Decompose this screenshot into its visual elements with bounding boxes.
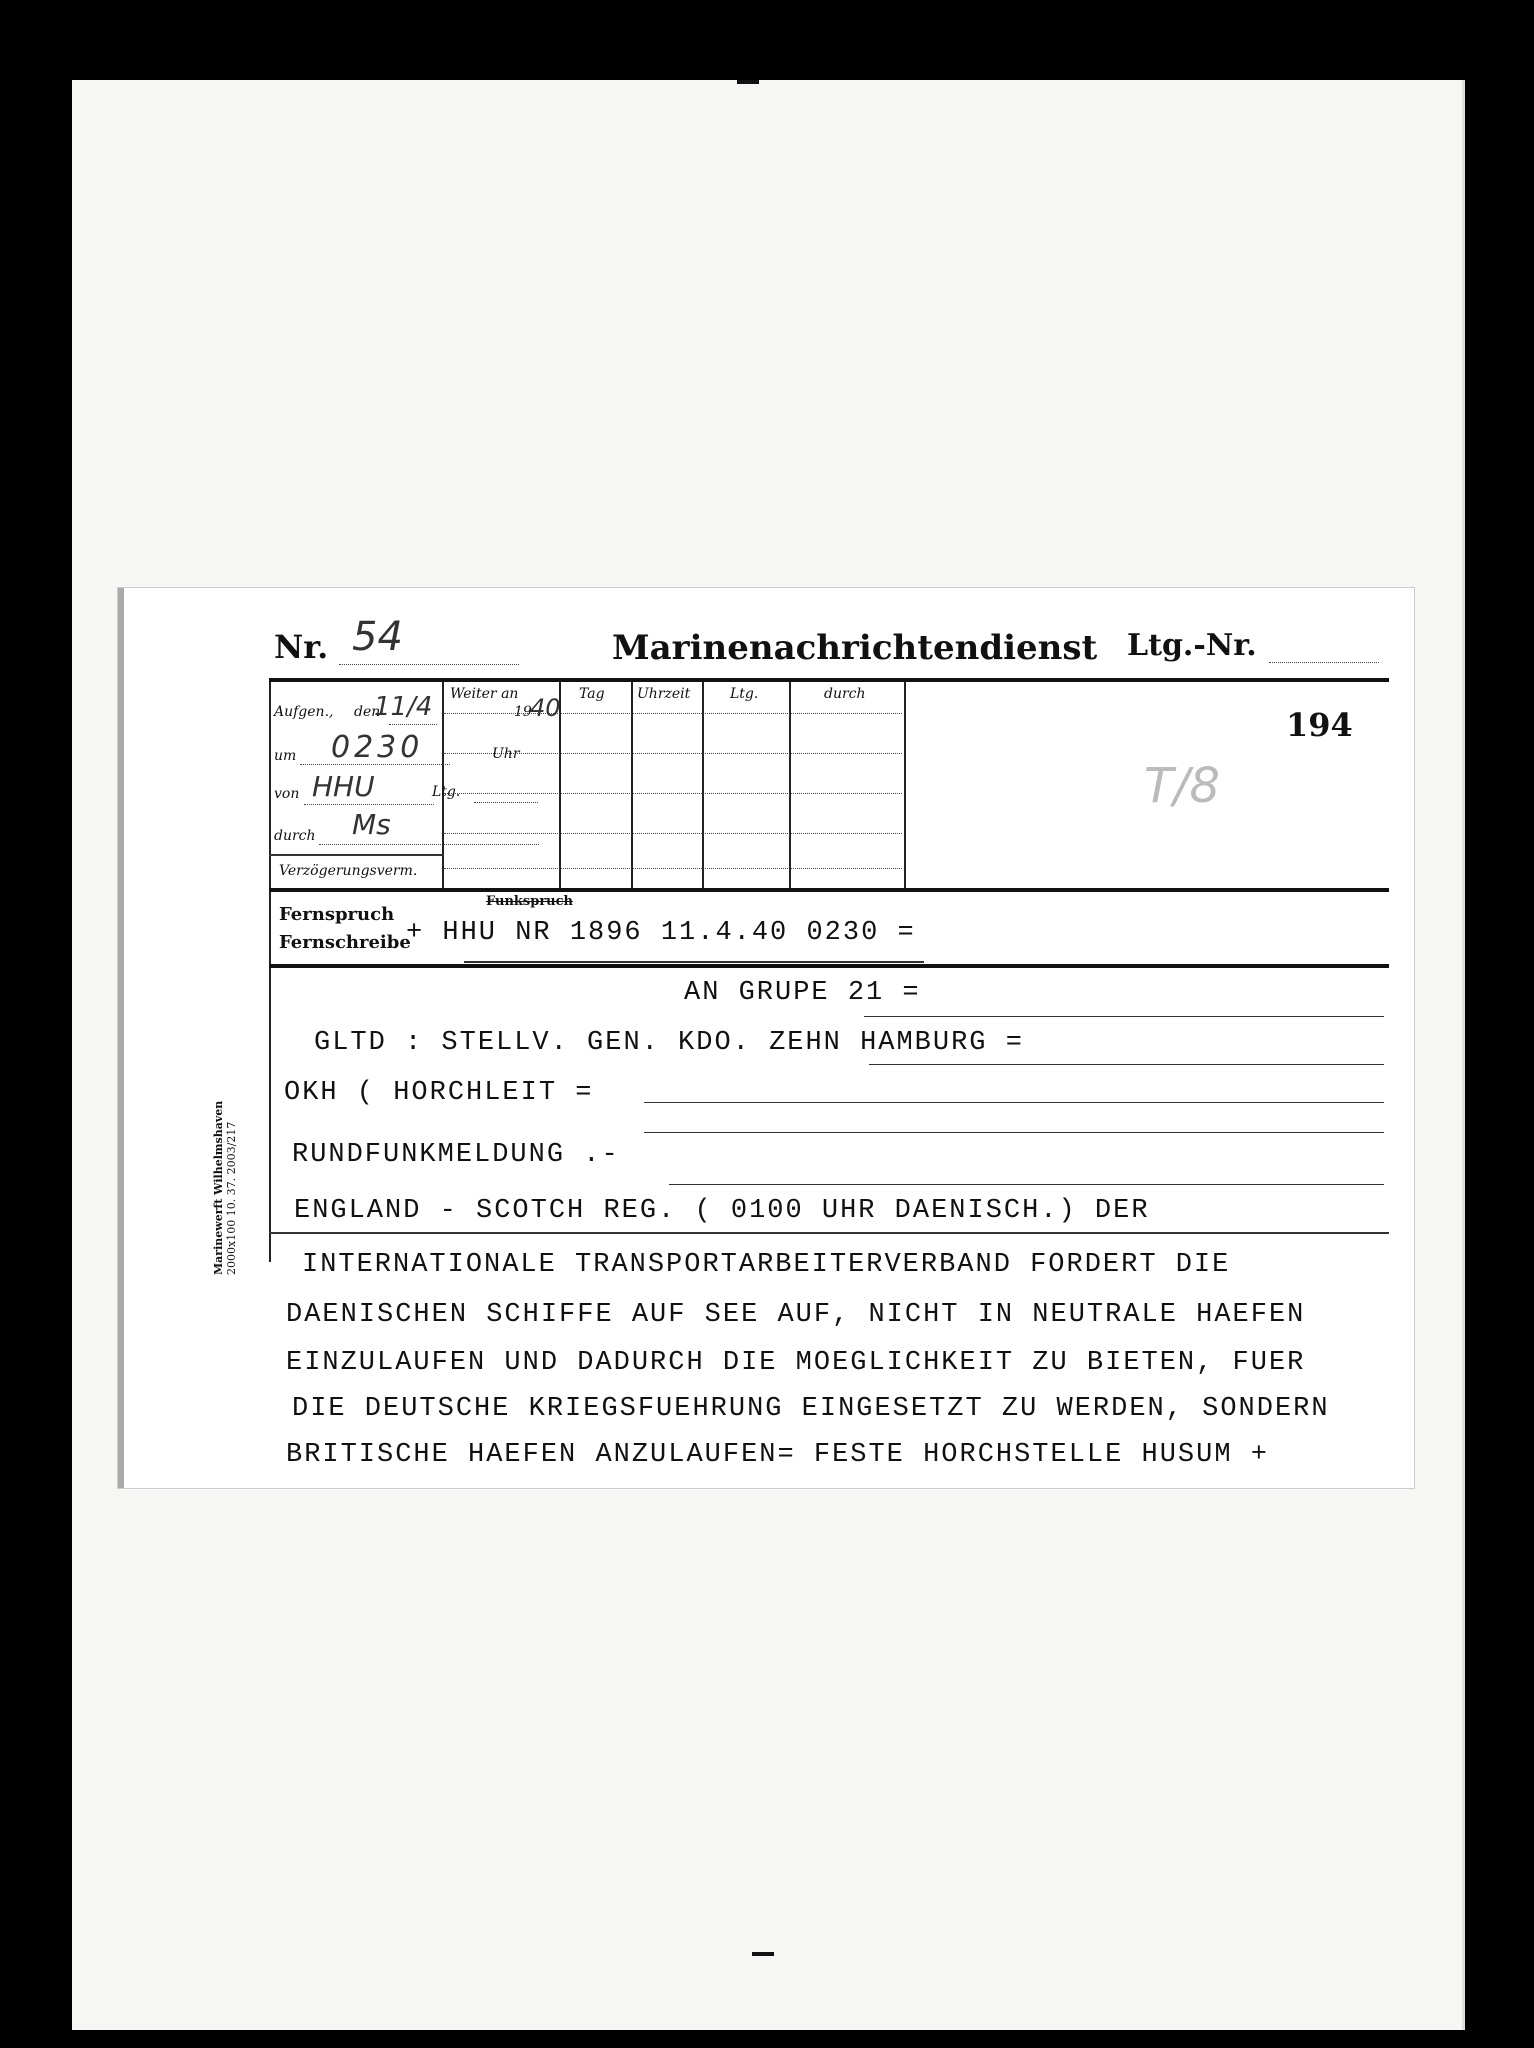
message-line-2: GLTD : STELLV. GEN. KDO. ZEHN HAMBURG = <box>314 1028 1024 1058</box>
den-label: den <box>354 704 381 720</box>
message-line-1: AN GRUPE 21 = <box>684 978 921 1008</box>
message-line-6: INTERNATIONALE TRANSPORTARBEITERVERBAND FORDERT DIE <box>302 1250 1231 1280</box>
verzoegerung-label: Verzögerungsverm. <box>279 863 418 879</box>
side-imprint-line-1: Marinewerft Wilhelmshaven <box>212 1100 225 1275</box>
ltg-nr-dotted-line <box>1269 662 1379 663</box>
message-top-rule <box>269 964 1389 968</box>
um-label: um <box>274 748 297 764</box>
date-value: 11/4 <box>374 692 433 722</box>
message-heading: + HHU NR 1896 11.4.40 0230 = <box>406 918 916 948</box>
column-header-tag: Tag <box>579 686 605 702</box>
top-scan-mark <box>737 80 759 84</box>
grid-row-line-4 <box>444 833 902 834</box>
year-value: 40 <box>530 694 561 722</box>
message-line-4: RUNDFUNKMELDUNG .- <box>292 1140 620 1170</box>
message-line-5: ENGLAND - SCOTCH REG. ( 0100 UHR DAENISCH.) DER <box>294 1196 1150 1226</box>
verzoegerung-rule <box>269 854 444 856</box>
funkspruch-label: Funkspruch <box>486 894 573 909</box>
heading-underline <box>464 961 924 963</box>
grid-row-line-3 <box>444 793 902 794</box>
col-border-right <box>904 682 906 888</box>
right-number: 194 <box>1286 706 1353 744</box>
column-header-uhrzeit: Uhrzeit <box>637 686 691 702</box>
message-rule-1 <box>864 1016 1384 1017</box>
von-value: HHU <box>312 770 375 803</box>
grid-row-line-1 <box>444 713 902 714</box>
durch-dotted-line <box>319 844 539 845</box>
column-header-weiter-an: Weiter an <box>450 686 519 702</box>
von-dotted-line <box>304 804 434 805</box>
message-rule-3a <box>644 1102 1384 1103</box>
aufgen-label: Aufgen., <box>274 704 334 720</box>
column-header-ltg: Ltg. <box>730 686 759 702</box>
durch-label: durch <box>274 828 316 844</box>
nr-dotted-line <box>339 664 519 665</box>
message-rule-2 <box>869 1064 1384 1065</box>
left-outer-border <box>269 682 271 1262</box>
message-line-10: BRITISCHE HAEFEN ANZULAUFEN= FESTE HORCHSTELLE HUSUM + <box>286 1440 1269 1470</box>
von-label: von <box>274 786 300 802</box>
top-rule <box>269 678 1389 682</box>
middle-rule <box>269 888 1389 892</box>
message-rule-3b <box>644 1132 1384 1133</box>
nr-value: 54 <box>352 614 403 660</box>
message-line-3: OKH ( HORCHLEIT = <box>284 1078 594 1108</box>
um-dotted-line <box>300 764 450 765</box>
message-rule-4 <box>669 1184 1384 1185</box>
telegram-form <box>118 588 1414 1488</box>
right-annotation: T/8 <box>1144 758 1221 814</box>
side-imprint <box>212 1015 252 1275</box>
ltg-nr-label: Ltg.-Nr. <box>1127 628 1257 663</box>
message-line-7: DAENISCHEN SCHIFFE AUF SEE AUF, NICHT IN NEUTRALE HAEFEN <box>286 1300 1306 1330</box>
year-prefix: 19 <box>514 704 532 720</box>
grid-row-line-5 <box>444 868 902 869</box>
um-value: 0230 <box>331 730 424 765</box>
uhr-label: Uhr <box>492 746 520 762</box>
ltg-label: Ltg. <box>432 784 461 800</box>
side-imprint-line-2: 2000x100 10. 37. 2003/217 <box>225 1121 238 1275</box>
message-line-9: DIE DEUTSCHE KRIEGSFUEHRUNG EINGESETZT ZU WERDEN, SONDERN <box>292 1394 1330 1424</box>
message-line-8: EINZULAUFEN UND DADURCH DIE MOEGLICHKEIT ZU BIETEN, FUER <box>286 1348 1306 1378</box>
message-rule-5 <box>269 1232 1389 1234</box>
durch-value: Ms <box>352 808 391 841</box>
ltg-dotted-line <box>474 802 538 803</box>
bottom-scan-mark <box>752 1952 774 1956</box>
fernspruch-label: Fernspruch <box>279 904 395 925</box>
form-title: Marinenachrichtendienst <box>612 628 1098 668</box>
aufgen-dotted-line <box>389 724 437 725</box>
nr-label: Nr. <box>274 628 329 666</box>
column-header-durch: durch <box>824 686 866 702</box>
fernschreiben-label: Fernschreibe <box>279 932 411 953</box>
